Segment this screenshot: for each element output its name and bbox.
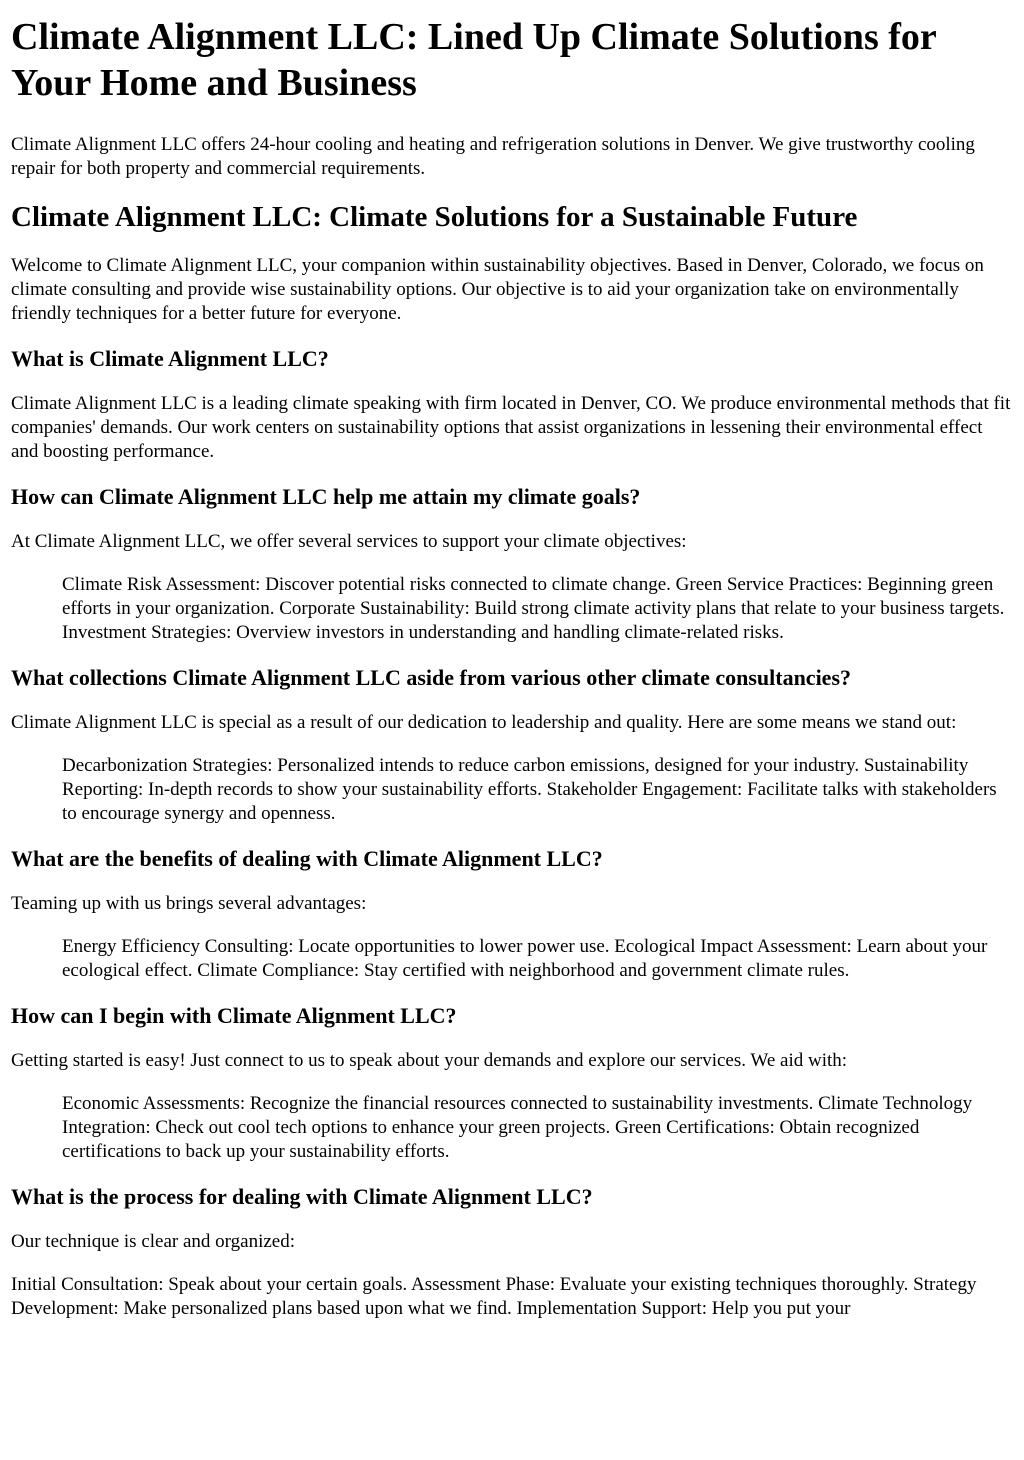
services-quote: Climate Risk Assessment: Discover potential risks connected to climate change. Green Service Practices: Beginning green efforts in your organization. Corporate Sustainability: Build strong climate activity plans that relate to your business targets. Investment Strategies: Overview investors in understanding and handling climate-related risks. [62, 574, 1005, 643]
faq-heading-what-sets: What collections Climate Alignment LLC aside from various other climate consultancies? [11, 665, 852, 690]
page-title: Climate Alignment LLC: Lined Up Climate Solutions for Your Home and Business [11, 16, 937, 104]
faq-answer-how-help: At Climate Alignment LLC, we offer several services to support your climate objectives: [11, 531, 687, 552]
faq-answer-begin: Getting started is easy! Just connect to us to speak about your demands and explore our services. We aid with: [11, 1050, 848, 1071]
section-subtitle: Climate Alignment LLC: Climate Solutions for a Sustainable Future [11, 201, 858, 233]
faq-heading-process: What is the process for dealing with Climate Alignment LLC? [11, 1184, 593, 1209]
benefits-quote: Energy Efficiency Consulting: Locate opportunities to lower power use. Ecological Impact Assessment: Learn about your ecological effect. Climate Compliance: Stay certified with neighborhood and government climate rules. [62, 936, 988, 981]
welcome-paragraph: Welcome to Climate Alignment LLC, your companion within sustainability objectives. Based in Denver, Colorado, we focus on climate consulting and provide wise sustainability options. Our objective is to aid your organization take on environmentally friendly techniques for a better future for everyone. [11, 255, 984, 324]
begin-quote: Economic Assessments: Recognize the financial resources connected to sustainability investments. Climate Technology Integration: Check out cool tech options to enhance your green projects. Green Certifications: Obtain recognized certifications to back up your sustainability efforts. [62, 1093, 973, 1162]
faq-answer-benefits: Teaming up with us brings several advantages: [11, 893, 367, 914]
faq-answer-process: Our technique is clear and organized: [11, 1231, 296, 1252]
process-paragraph: Initial Consultation: Speak about your certain goals. Assessment Phase: Evaluate your existing techniques thoroughly. Strategy Development: Make personalized plans based upon what we find. Implementation Support: Help you put your [11, 1274, 977, 1319]
faq-answer-what-is: Climate Alignment LLC is a leading climate speaking with firm located in Denver, CO. We produce environmental methods that fit companies' demands. Our work centers on sustainability options that assist organizations in lessening their environmental effect and boosting performance. [11, 393, 1011, 462]
faq-heading-benefits: What are the benefits of dealing with Climate Alignment LLC? [11, 846, 603, 871]
faq-heading-what-is: What is Climate Alignment LLC? [11, 346, 329, 371]
standout-quote: Decarbonization Strategies: Personalized intends to reduce carbon emissions, designed for your industry. Sustainability Reporting: In-depth records to show your sustainability efforts. Stakeholder Engagement: Facilitate talks with stakeholders to encourage synergy and openness. [62, 755, 997, 824]
faq-answer-what-sets: Climate Alignment LLC is special as a result of our dedication to leadership and quality. Here are some means we stand out: [11, 712, 957, 733]
faq-heading-how-help: How can Climate Alignment LLC help me attain my climate goals? [11, 484, 641, 509]
faq-heading-begin: How can I begin with Climate Alignment LLC? [11, 1003, 457, 1028]
intro-paragraph: Climate Alignment LLC offers 24-hour cooling and heating and refrigeration solutions in Denver. We give trustworthy cooling repair for both property and commercial requirements. [11, 134, 975, 179]
